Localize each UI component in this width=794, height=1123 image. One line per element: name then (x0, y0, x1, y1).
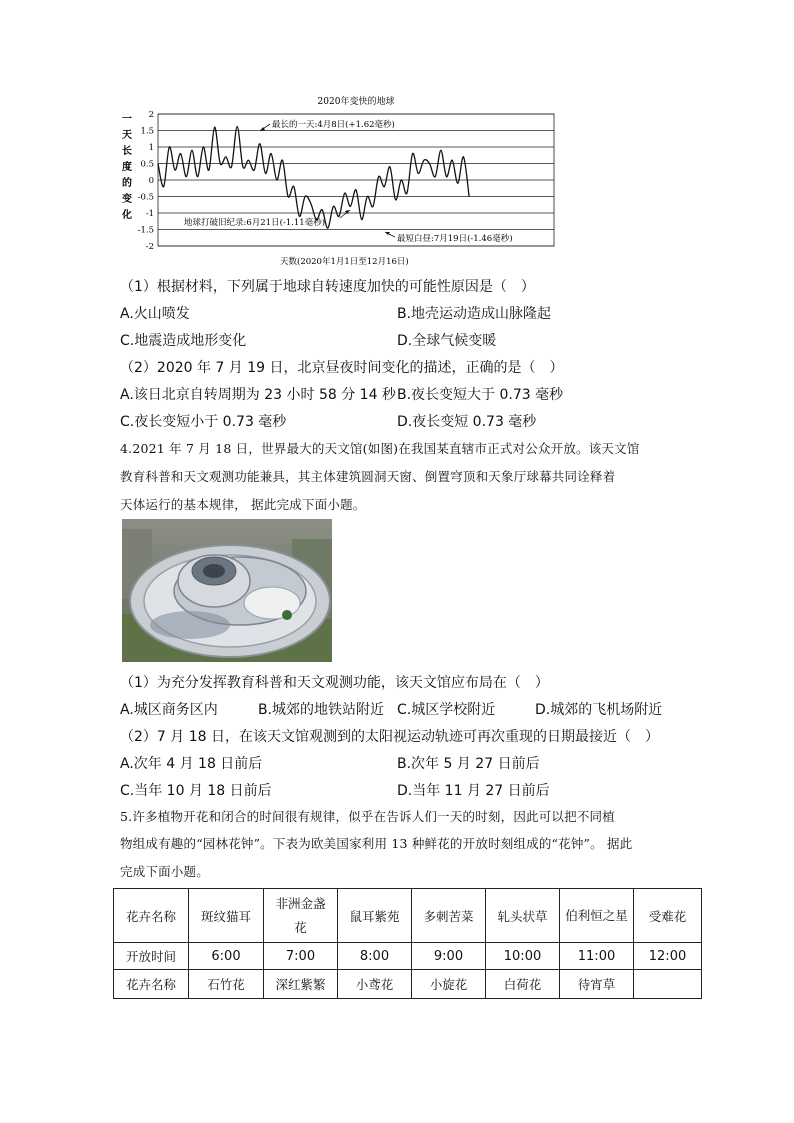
q4-sub1-option-b[interactable]: B.城郊的地铁站附近 (258, 702, 385, 718)
q4-sub1-option-c[interactable]: C.城区学校附近 (397, 702, 496, 718)
y-axis-label-char: 化 (122, 210, 132, 221)
x-axis-label: 天数(2020年1月1日至12月16日) (280, 257, 409, 267)
table-cell: 7:00 (264, 943, 338, 970)
table-cell (634, 970, 702, 999)
earth-rotation-chart (110, 92, 570, 270)
table-cell: 小鸢花 (338, 970, 412, 999)
svg-text:地球打破旧纪录:6月21日(-1.11毫秒): 地球打破旧纪录:6月21日(-1.11毫秒) (184, 218, 326, 228)
q4-sub2-option-a[interactable]: A.次年 4 月 18 日前后 (120, 756, 263, 772)
y-tick-label: -2 (145, 242, 154, 252)
y-axis-label-char: 天 (122, 130, 132, 141)
flower-clock-table (113, 888, 702, 999)
q3-sub1-option-b[interactable]: B.地壳运动造成山脉隆起 (397, 306, 552, 322)
q5-stem-line-3: 完成下面小题。 (120, 864, 209, 879)
table-cell: 深红紫繁 (264, 970, 338, 999)
svg-text:最短白昼:7月19日(-1.46毫秒): 最短白昼:7月19日(-1.46毫秒) (397, 234, 513, 244)
planetarium-photo (122, 519, 332, 662)
y-tick-label: 0.5 (140, 159, 154, 170)
chart-title: 2020年变快的地球 (317, 97, 395, 107)
y-tick-label: 1 (148, 143, 154, 153)
table-cell: 白荷花 (486, 970, 560, 999)
y-tick-label: -1.5 (137, 225, 154, 236)
q4-sub1-stem: （1）为充分发挥教育科普和天文观测功能，该天文馆应布局在（ ） (120, 675, 549, 691)
y-tick-label: 1.5 (140, 126, 154, 137)
q4-sub1-option-d[interactable]: D.城郊的飞机场附近 (535, 702, 663, 718)
y-tick-labels (138, 110, 154, 252)
table-cell: 11:00 (560, 943, 634, 970)
y-tick-label: -0.5 (137, 192, 154, 203)
table-cell: 多刺苦菜 (412, 889, 486, 943)
table-header-cell: 开放时间 (114, 943, 189, 970)
q4-sub1-option-a[interactable]: A.城区商务区内 (120, 702, 218, 718)
annotation-min (385, 232, 513, 244)
q4-stem-line-3: 天体运行的基本规律， 据此完成下面小题。 (120, 497, 366, 512)
table-cell: 鼠耳紫苑 (338, 889, 412, 943)
table-row (114, 943, 702, 970)
q4-sub2-option-b[interactable]: B.次年 5 月 27 日前后 (397, 756, 540, 772)
q5-stem-line-1: 5.许多植物开花和闭合的时间很有规律，似乎在告诉人们一天的时刻，因此可以把不同植 (120, 809, 615, 824)
table-cell: 8:00 (338, 943, 412, 970)
q4-sub2-option-c[interactable]: C.当年 10 月 18 日前后 (120, 783, 272, 799)
table-cell: 非洲金盏花 (264, 889, 338, 943)
q3-sub1-stem: （1）根据材料，下列属于地球自转速度加快的可能性原因是（ ） (120, 279, 535, 295)
q3-sub2-option-d[interactable]: D.夜长变短 0.73 毫秒 (397, 414, 537, 430)
table-cell: 10:00 (486, 943, 560, 970)
q3-sub2-option-c[interactable]: C.夜长变短小于 0.73 毫秒 (120, 414, 287, 430)
y-axis-label (121, 114, 132, 221)
table-cell: 斑纹猫耳 (189, 889, 264, 943)
y-axis-label-char: 度 (122, 162, 132, 173)
table-cell: 小旋花 (412, 970, 486, 999)
annotation-max (260, 119, 395, 131)
table-row (114, 889, 702, 943)
svg-text:最长的一天:4月8日(+1.62毫秒): 最长的一天:4月8日(+1.62毫秒) (272, 120, 395, 130)
y-tick-label: 0 (148, 176, 154, 186)
y-tick-label: -1 (145, 209, 154, 219)
q3-sub1-option-d[interactable]: D.全球气候变暖 (397, 333, 497, 349)
q4-sub2-option-d[interactable]: D.当年 11 月 27 日前后 (397, 783, 550, 799)
table-cell: 待宵草 (560, 970, 634, 999)
q3-sub1-option-c[interactable]: C.地震造成地形变化 (120, 333, 247, 349)
table-cell: 石竹花 (189, 970, 264, 999)
y-axis-label-char: 一 (122, 114, 132, 125)
table-header-cell: 花卉名称 (114, 970, 189, 999)
table-cell: 12:00 (634, 943, 702, 970)
q3-sub2-option-a[interactable]: A.该日北京自转周期为 23 小时 58 分 14 秒 (120, 387, 396, 403)
q3-sub2-option-b[interactable]: B.夜长变短大于 0.73 毫秒 (397, 387, 564, 403)
q5-stem-line-2: 物组成有趣的“园林花钟”。下表为欧美国家利用 13 种鲜花的开放时刻组成的“花钟”。 据此 (120, 836, 633, 851)
y-axis-label-char: 变 (122, 194, 132, 205)
q3-sub1-option-a[interactable]: A.火山喷发 (120, 306, 190, 322)
table-cell: 9:00 (412, 943, 486, 970)
q4-stem-line-2: 教育科普和天文观测功能兼具，其主体建筑圆洞天窗、倒置穹顶和天象厅球幕共同诠释着 (120, 469, 616, 484)
table-cell: 6:00 (189, 943, 264, 970)
y-axis-label-char: 的 (122, 178, 132, 189)
table-cell: 受难花 (634, 889, 702, 943)
table-row (114, 970, 702, 999)
y-tick-label: 2 (148, 110, 154, 120)
table-header-cell: 花卉名称 (114, 889, 189, 943)
table-cell: 伯利恒之星 (560, 889, 634, 943)
q3-sub2-stem: （2）2020 年 7 月 19 日，北京昼夜时间变化的描述，正确的是（ ） (120, 360, 564, 376)
q4-sub2-stem: （2）7 月 18 日，在该天文馆观测到的太阳视运动轨迹可再次重现的日期最接近（ ） (120, 729, 659, 745)
y-axis-label-char: 长 (122, 146, 132, 157)
q4-stem-line-1: 4.2021 年 7 月 18 日，世界最大的天文馆(如图)在我国某直辖市正式对公众开放。该天文馆 (120, 441, 640, 456)
table-cell: 轧头状草 (486, 889, 560, 943)
